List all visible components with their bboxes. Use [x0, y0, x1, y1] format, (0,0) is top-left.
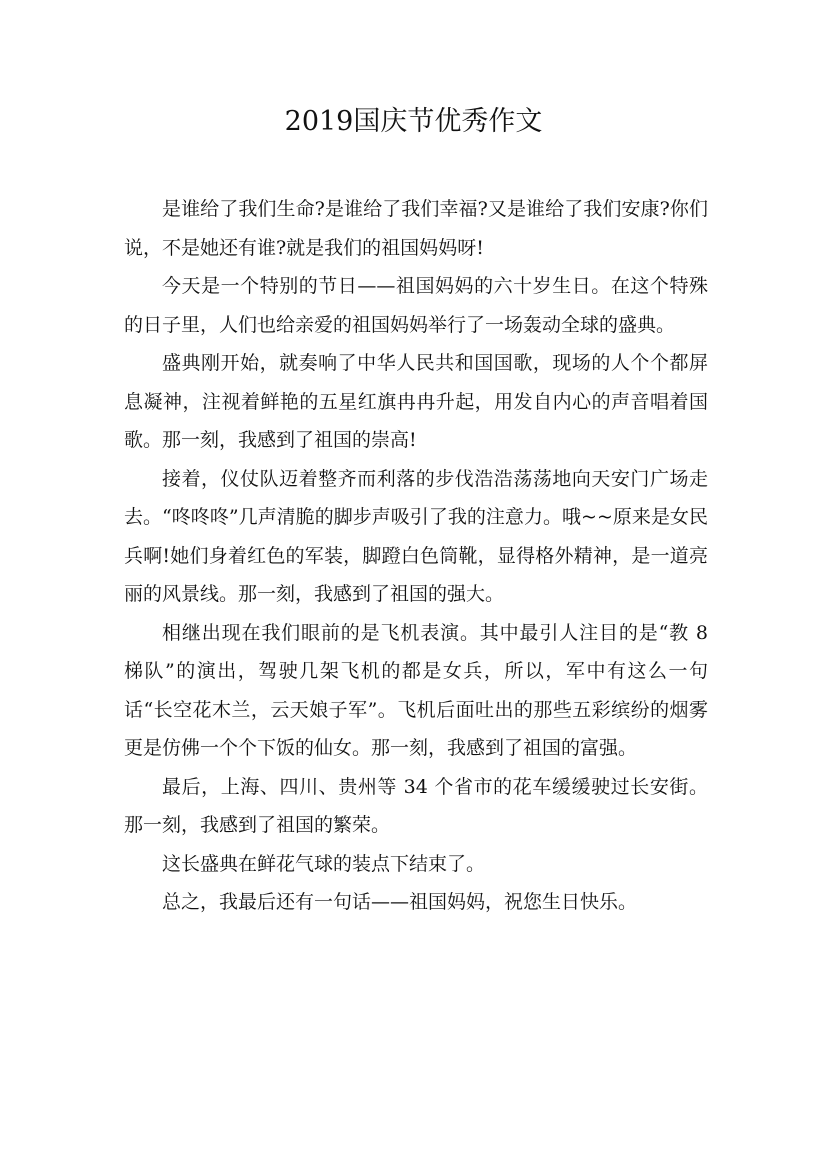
document-body [124, 190, 708, 922]
document-title: 2019国庆节优秀作文 [284, 106, 543, 137]
paragraph-5: 相继出现在我们眼前的是飞机表演。其中最引人注目的是“教 8 梯队”的演出，驾驶几架飞机的都是女兵，所以，军中有这么一句话“长空花木兰，云天娘子军”。飞机后面吐出的那些五彩缤纷的烟雾更是仿佛一个个下饭的仙女。那一刻，我感到了祖国的富强。 [124, 621, 708, 759]
paragraph-6: 最后，上海、四川、贵州等 34 个省市的花车缓缓驶过长安街。那一刻，我感到了祖国的繁荣。 [124, 775, 708, 836]
paragraph-4: 接着，仪仗队迈着整齐而利落的步伐浩浩荡荡地向天安门广场走去。“咚咚咚”几声清脆的脚步声吸引了我的注意力。哦~~原来是女民兵啊!她们身着红色的军装，脚蹬白色筒靴，显得格外精神，是一道亮丽的风景线。那一刻，我感到了祖国的强大。 [124, 467, 708, 605]
paragraph-3: 盛典刚开始，就奏响了中华人民共和国国歌，现场的人个个都屏息凝神，注视着鲜艳的五星红旗冉冉升起，用发自内心的声音唱着国歌。那一刻，我感到了祖国的崇高! [124, 352, 708, 451]
paragraph-8: 总之，我最后还有一句话——祖国妈妈，祝您生日快乐。 [162, 891, 638, 913]
paragraph-1: 是谁给了我们生命?是谁给了我们幸福?又是谁给了我们安康?你们说，不是她还有谁?就是我们的祖国妈妈呀! [124, 198, 708, 259]
paragraph-7: 这长盛典在鲜花气球的装点下结束了。 [162, 852, 486, 875]
paragraph-2: 今天是一个特别的节日——祖国妈妈的六十岁生日。在这个特殊的日子里，人们也给亲爱的祖国妈妈举行了一场轰动全球的盛典。 [124, 275, 708, 336]
